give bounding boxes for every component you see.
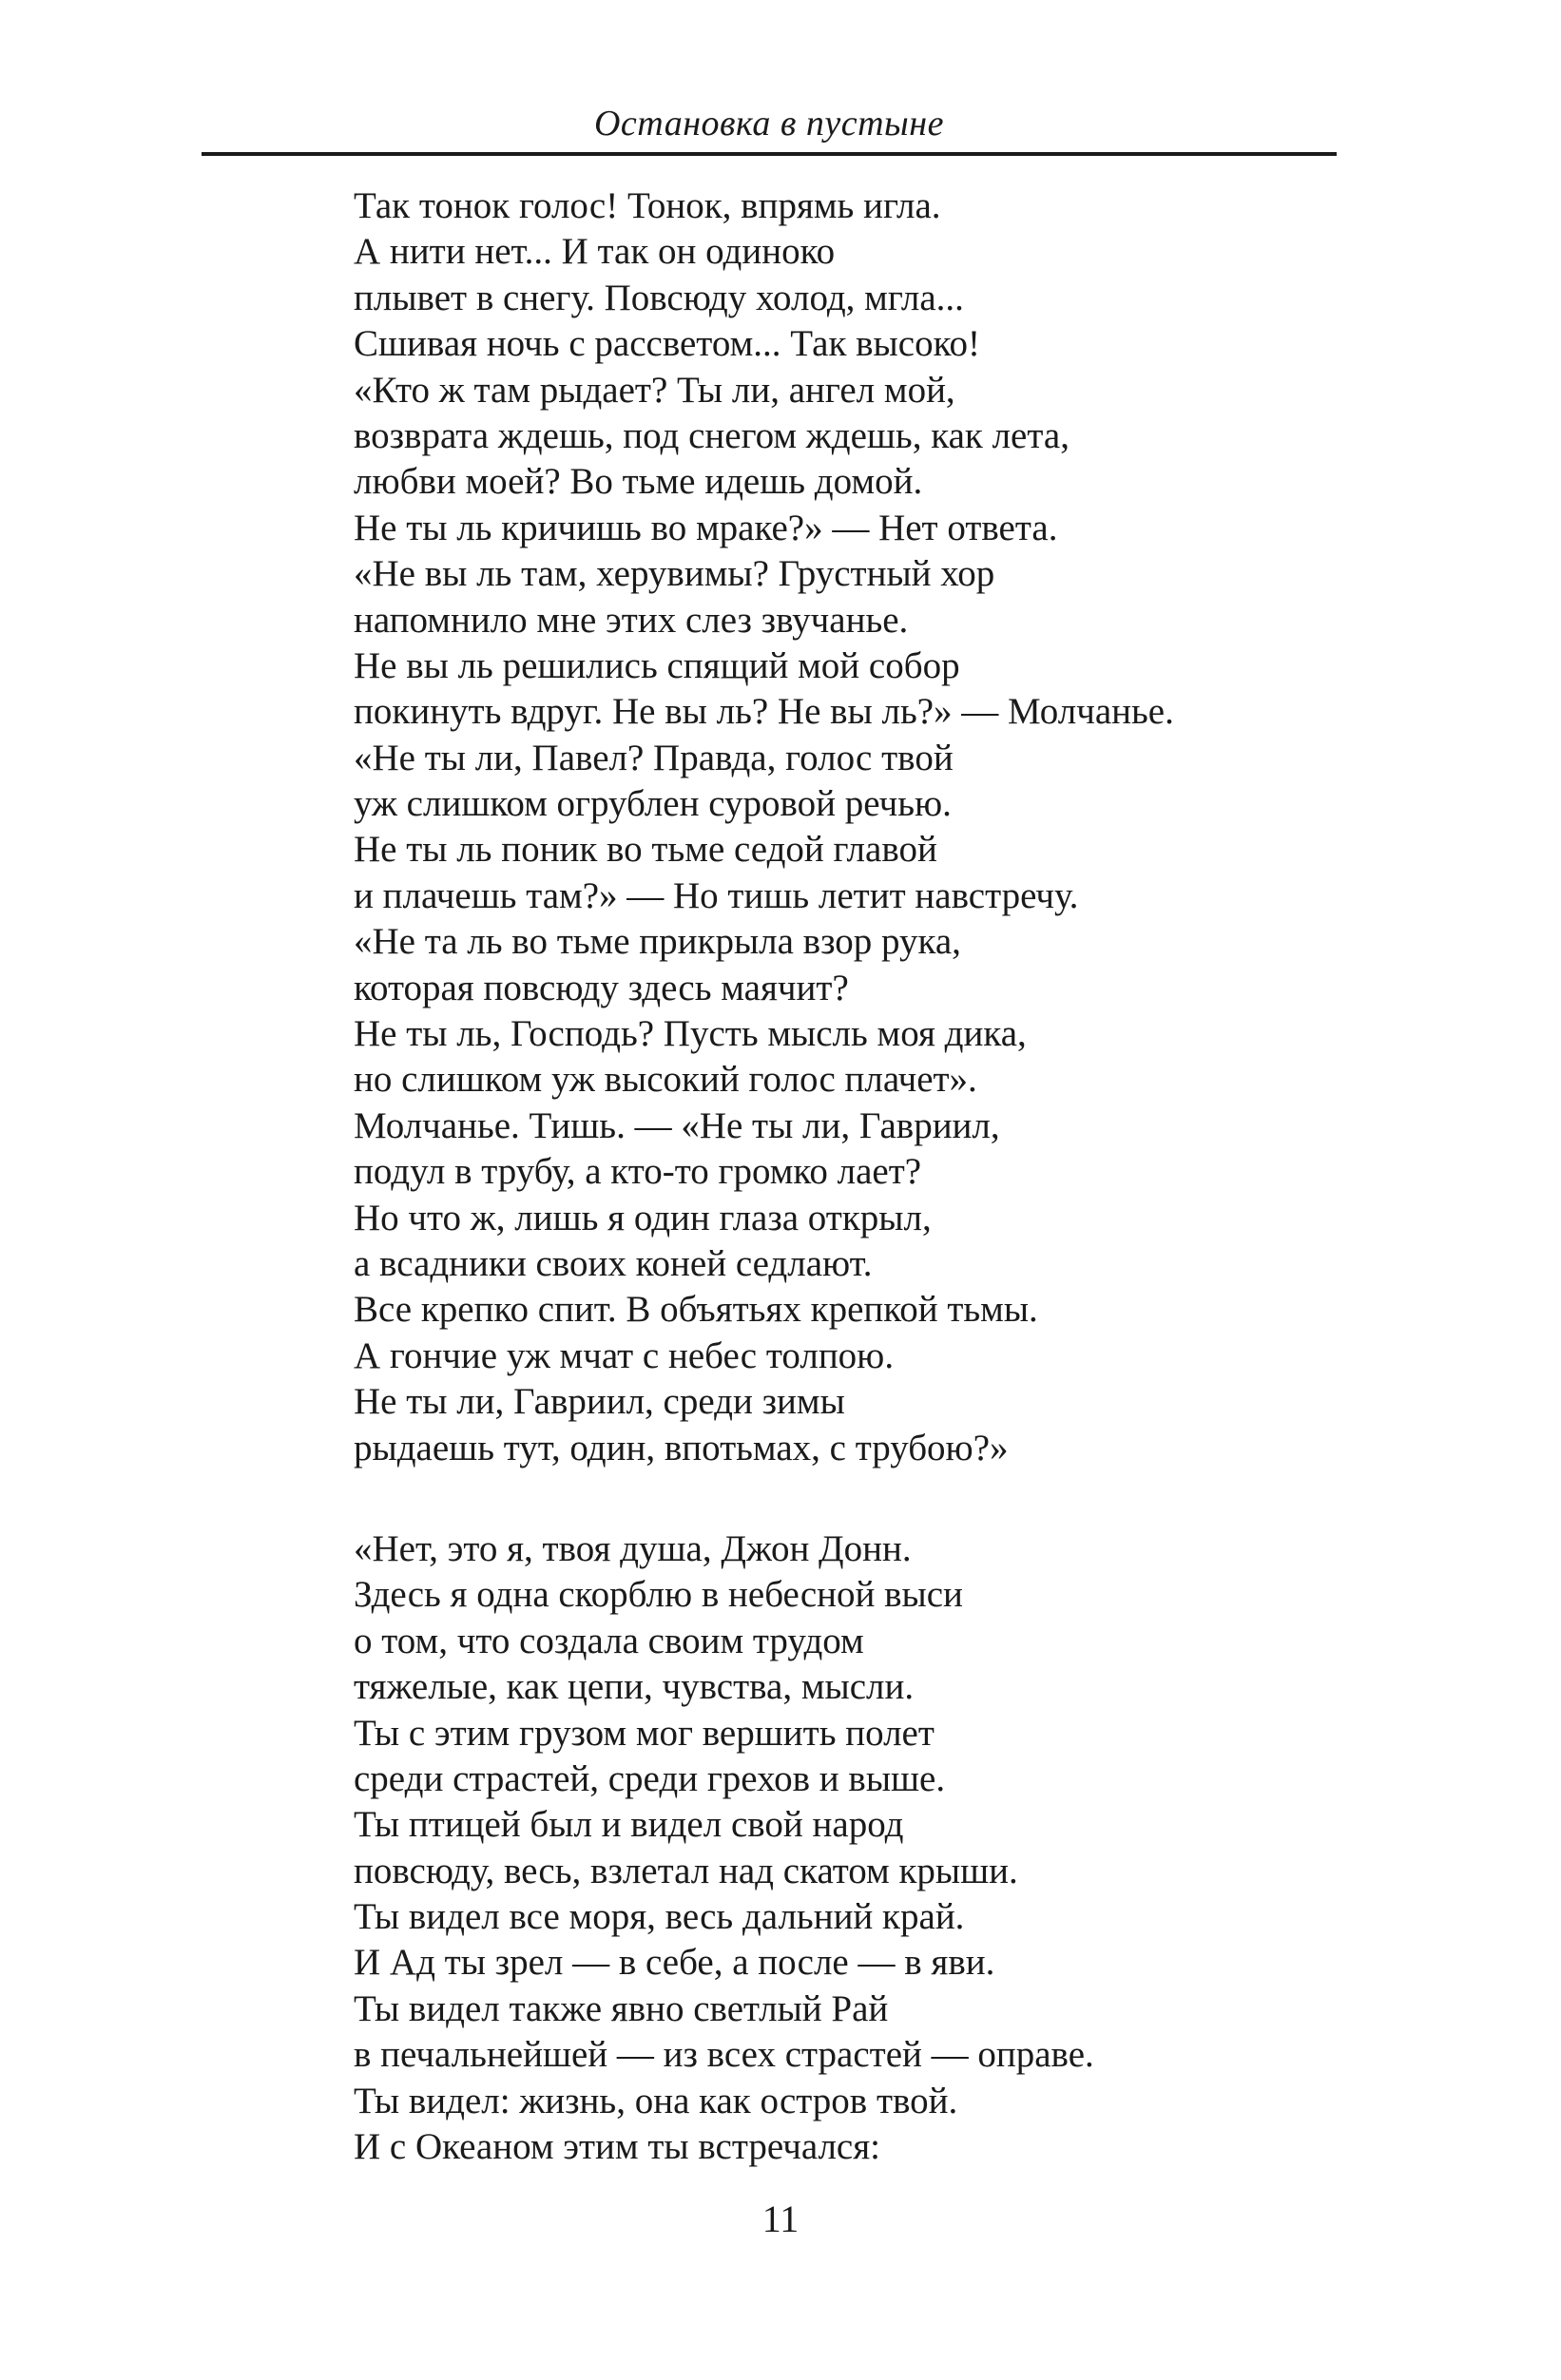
verse-line: но слишком уж высокий голос плачет». [354,1059,977,1101]
verse-line: а всадники своих коней седлают. [354,1242,873,1284]
verse-line: которая повсюду здесь маячит? [354,967,849,1008]
verse-line: Не ты ль, Господь? Пусть мысль моя дика, [354,1013,1027,1055]
verse-line: А гончие уж мчат с небес толпою. [354,1334,895,1376]
verse-line: Молчанье. Тишь. — «Не ты ли, Гавриил, [354,1104,1000,1146]
verse-line: Ты видел все моря, весь дальний край. [354,1896,965,1938]
verse-line: «Нет, это я, твоя душа, Джон Донн. [354,1527,912,1569]
verse-line: повсюду, весь, взлетал над скатом крыши. [354,1850,1018,1891]
verse-line: о том, что создала своим трудом [354,1620,864,1661]
verse-line: Сшивая ночь с рассветом... Так высоко! [354,323,981,365]
verse-line: Не ты ль поник во тьме седой главой [354,829,937,871]
verse-line: рыдаешь тут, один, впотьмах, с трубою?» [354,1427,1009,1468]
verse-line: Ты видел также явно светлый Рай [354,1987,889,2029]
running-title: Остановка в пустыне [593,104,944,144]
verse-line: возврата ждешь, под снегом ждешь, как лета, [354,414,1070,456]
verse-line: Не ты ль кричишь во мраке?» — Нет ответа. [354,507,1058,548]
verse-line: Ты птицей был и видел свой народ [354,1804,904,1846]
verse-line: и плачешь там?» — Но тишь летит навстречу. [354,874,1079,916]
verse-line: «Кто ж там рыдает? Ты ли, ангел мой, [354,369,955,411]
verse-line: Так тонок голос! Тонок, впрямь игла. [354,185,941,226]
verse-line: «Не ты ли, Павел? Правда, голос твой [354,737,954,778]
verse-line: Ты с этим грузом мог вершить полет [354,1712,935,1754]
verse-line: тяжелые, как цепи, чувства, мысли. [354,1666,915,1708]
poem-text [354,183,1399,2170]
verse-line: Ты видел: жизнь, она как остров твой. [354,2080,958,2121]
verse-line: любви моей? Во тьме идешь домой. [354,461,923,503]
verse-line: покинуть вдруг. Не вы ль? Не вы ль?» — Молчанье. [354,691,1174,733]
verse-line: Все крепко спит. В объятьях крепкой тьмы. [354,1289,1038,1331]
verse-line: подул в трубу, а кто-то громко лает? [354,1151,922,1193]
verse-line: Но что ж, лишь я один глаза открыл, [354,1197,932,1238]
verse-line: напомнило мне этих слез звучанье. [354,599,909,641]
verse-line: «Не та ль во тьме прикрыла взор рука, [354,921,961,963]
verse-line: Здесь я одна скорблю в небесной выси [354,1574,963,1616]
verse-line: плывет в снегу. Повсюду холод, мгла... [354,277,964,318]
header-rule [202,152,1337,156]
verse-line: Не ты ли, Гавриил, среди зимы [354,1381,845,1423]
stanza-break [354,1471,1399,1526]
stanza-1 [354,183,1399,1471]
verse-line: среди страстей, среди грехов и выше. [354,1757,946,1799]
stanza-2 [354,1526,1399,2170]
verse-line: «Не вы ль там, херувимы? Грустный хор [354,553,995,595]
verse-line: И Ад ты зрел — в себе, а после — в яви. [354,1942,995,1984]
verse-line: И с Океаном этим ты встречался: [354,2126,881,2168]
verse-line: в печальнейшей — из всех страстей — оправе. [354,2034,1094,2076]
page-number: 11 [761,2198,800,2240]
verse-line: Не вы ль решились спящий мой собор [354,644,960,686]
verse-line: уж слишком огрублен суровой речью. [354,783,952,825]
verse-line: А нити нет... И так он одиноко [354,231,836,273]
